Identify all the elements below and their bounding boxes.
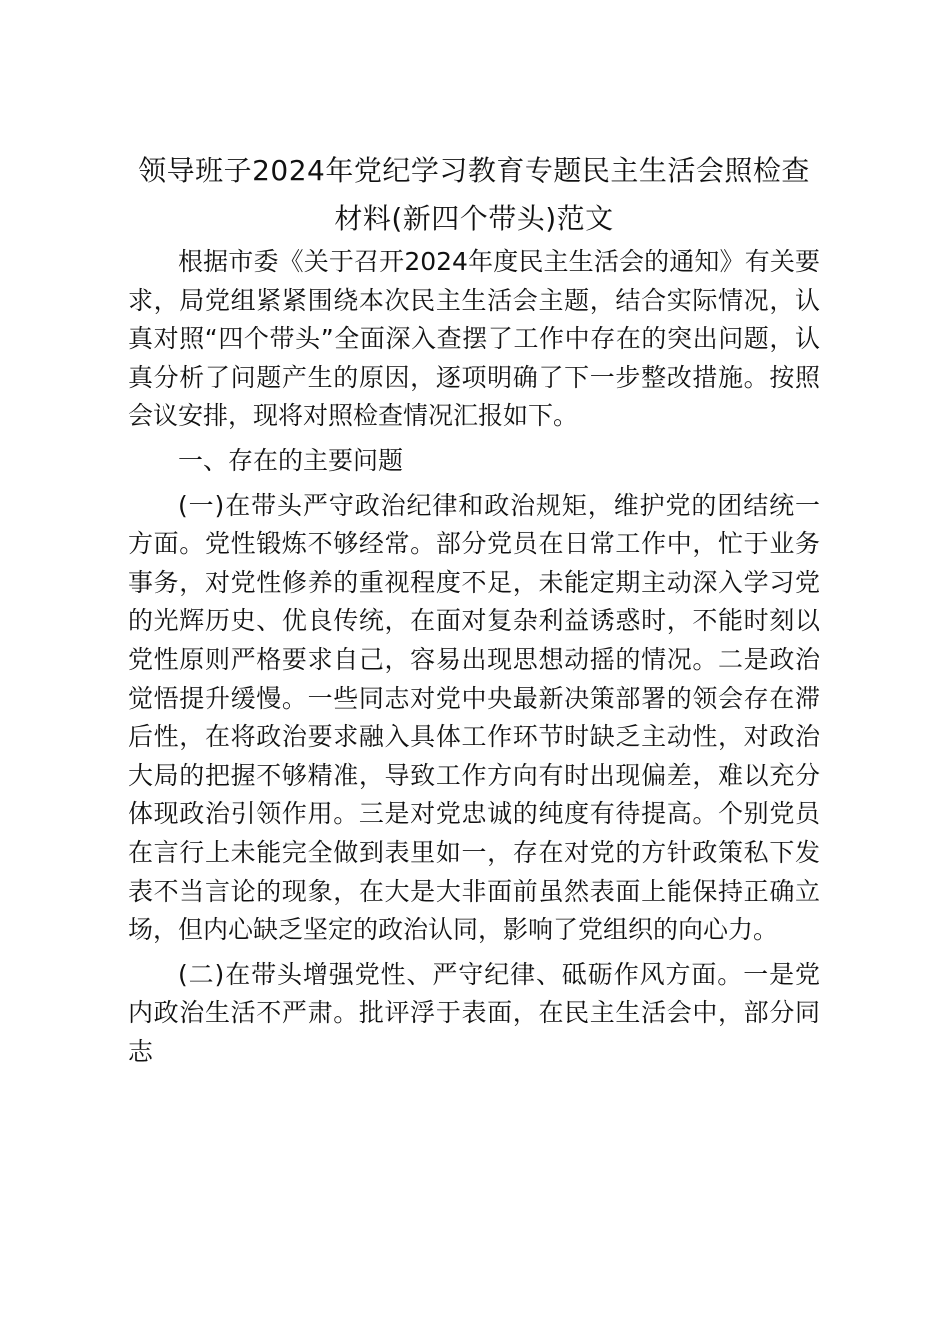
document-body [128, 147, 820, 1071]
document-title [128, 147, 820, 243]
title-line-2: 材料(新四个带头)范文 [334, 202, 614, 235]
intro-paragraph: 根据市委《关于召开2024年度民主生活会的通知》有关要求，局党组紧紧围绕本次民主生活会主题，结合实际情况，认真对照“四个带头”全面深入查摆了工作中存在的突出问题，认真分析了问题产生的原因，逐项明确了下一步整改措施。按照会议安排，现将对照检查情况汇报如下。 [128, 247, 820, 431]
title-line-1: 领导班子2024年党纪学习教育专题民主生活会照检查 [138, 154, 810, 187]
section-heading: 一、存在的主要问题 [178, 445, 404, 475]
section-2-paragraph: (二)在带头增强党性、严守纪律、砥砺作风方面。一是党内政治生活不严肃。批评浮于表面，在民主生活会中，部分同志 [128, 959, 820, 1066]
section-1-paragraph: (一)在带头严守政治纪律和政治规矩，维护党的团结统一方面。党性锻炼不够经常。部分党员在日常工作中，忙于业务事务，对党性修养的重视程度不足，未能定期主动深入学习党的光辉历史、优良传统，在面对复杂利益诱惑时，不能时刻以党性原则严格要求自己，容易出现思想动摇的情况。二是政治觉悟提升缓慢。一些同志对党中央最新决策部署的领会存在滞后性，在将政治要求融入具体工作环节时缺乏主动性，对政治大局的把握不够精准，导致工作方向有时出现偏差，难以充分体现政治引领作用。三是对党忠诚的纯度有待提高。个别党员在言行上未能完全做到表里如一，存在对党的方针政策私下发表不当言论的现象，在大是大非面前虽然表面上能保持正确立场，但内心缺乏坚定的政治认同，影响了党组织的向心力。 [128, 490, 820, 945]
